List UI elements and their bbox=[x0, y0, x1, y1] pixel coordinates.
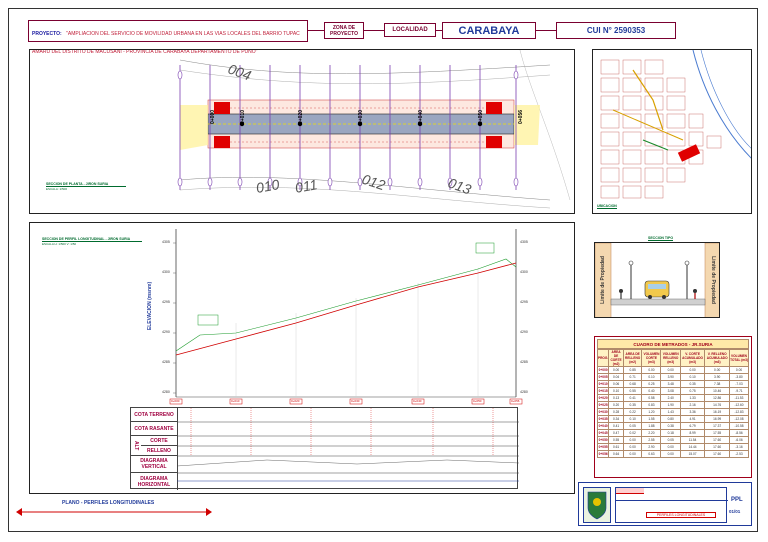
metrados-cell: 0.20 bbox=[609, 402, 624, 409]
metrados-cell: 0.00 bbox=[642, 367, 661, 374]
metrados-cell: 0.61 bbox=[609, 444, 624, 451]
metrados-cell: 0.55 bbox=[623, 388, 642, 395]
metrados-cell: 3.90 bbox=[661, 374, 680, 381]
metrados-row bbox=[598, 409, 749, 416]
metrados-cell: 11.54 bbox=[680, 437, 704, 444]
section-tipo-panel bbox=[594, 242, 720, 318]
metrados-cell: 0.00 bbox=[705, 367, 730, 374]
metrados-cell: 1.88 bbox=[642, 423, 661, 430]
metrados-cell: -8.56 bbox=[730, 430, 749, 437]
zona-proyecto-box bbox=[324, 22, 364, 39]
metrados-row bbox=[598, 374, 749, 381]
metrados-cell: 0.41 bbox=[609, 423, 624, 430]
metrados-row bbox=[598, 416, 749, 423]
header-connector-1 bbox=[308, 30, 324, 31]
metrados-cell: 0+020 bbox=[598, 396, 608, 400]
metrados-cell: 14.76 bbox=[705, 402, 730, 409]
title-block-grid bbox=[615, 487, 727, 523]
metrados-cell: 0.00 bbox=[609, 367, 624, 374]
profile-caption-sub: ESCALA H: 1/500 V: 1/50 bbox=[42, 242, 77, 246]
section-tipo-caption: SECCION TIPO bbox=[648, 236, 674, 240]
station-label: 0+020 bbox=[298, 109, 305, 125]
title-block-red-bar bbox=[616, 488, 644, 494]
metrados-cell: 0+056 bbox=[598, 452, 608, 456]
metrados-cell: 0.71 bbox=[623, 374, 642, 381]
station-tag: 0+056 bbox=[511, 399, 520, 403]
y-tick-label-right: 4280 bbox=[520, 390, 528, 394]
y-tick-label: 4300 bbox=[162, 270, 170, 274]
proyecto-text: "AMPLIACION DEL SERVICIO DE MOVILIDAD URBANA EN LAS VIAS LOCALES DEL BARRIO TUPAC AMARU DEL DISTRITO DE MACUSANI - PROVINCIA DE CARABAYA DEPARTAMENTO DE PUNO" bbox=[32, 31, 300, 55]
metrados-cell: 0.35 bbox=[680, 381, 704, 388]
profile-axis-label: ELEVACION (msnm) bbox=[147, 281, 154, 331]
plano-arrow bbox=[14, 507, 214, 517]
metrados-header-cell: VOLUMEN TOTAL (m3) bbox=[730, 350, 749, 367]
metrados-cell: 0.00 bbox=[730, 367, 749, 374]
metrados-cell: -12.83 bbox=[730, 409, 749, 416]
metrados-cell: 0.10 bbox=[609, 388, 624, 395]
metrados-cell: 1.55 bbox=[642, 416, 661, 423]
title-block bbox=[578, 482, 752, 526]
contour-label: 011 bbox=[293, 176, 319, 196]
metrados-cell: 0.10 bbox=[623, 416, 642, 423]
metrados-header-cell: VOLUMEN RELLENO (m3) bbox=[661, 350, 680, 367]
metrados-cell: 1.20 bbox=[642, 409, 661, 416]
metrados-cell: 17.60 bbox=[705, 444, 730, 451]
metrados-cell: 0.63 bbox=[642, 451, 661, 458]
contour-label: 010 bbox=[254, 176, 281, 196]
station-tag: 0+020 bbox=[291, 399, 300, 403]
metrados-cell: 0.35 bbox=[623, 402, 642, 409]
metrados-cell: 0.02 bbox=[623, 430, 642, 437]
metrados-row bbox=[598, 444, 749, 451]
y-tick-label: 4285 bbox=[162, 360, 170, 364]
title-block-text: PERFILES LONGITUDINALES bbox=[646, 512, 716, 518]
metrados-cell: 0.68 bbox=[623, 381, 642, 388]
metrados-cell: 3.36 bbox=[680, 409, 704, 416]
localidad-value-box bbox=[442, 22, 536, 39]
cui-box bbox=[556, 22, 676, 39]
header-connector-2 bbox=[364, 30, 384, 31]
metrados-cell: 0.00 bbox=[661, 367, 680, 374]
header-proyecto bbox=[28, 20, 308, 55]
metrados-cell: 0.58 bbox=[642, 395, 661, 402]
metrados-cell: 2.55 bbox=[642, 437, 661, 444]
metrados-cell: 0+010 bbox=[598, 382, 608, 386]
metrados-cell: 0.13 bbox=[609, 395, 624, 402]
metrados-cell: -10.58 bbox=[730, 423, 749, 430]
station-label: 0+040 bbox=[418, 109, 425, 125]
location-map-drawing bbox=[593, 50, 752, 214]
metrados-cell: 10.46 bbox=[705, 388, 730, 395]
metrados-cell: 8.99 bbox=[680, 430, 704, 437]
metrados-cell: 0.00 bbox=[661, 451, 680, 458]
metrados-header-cell: VOLUMEN CORTE (m3) bbox=[642, 350, 661, 367]
station-label: 0+056 bbox=[518, 109, 525, 125]
y-tick-label-right: 4300 bbox=[520, 270, 528, 274]
metrados-cell: 0+035 bbox=[598, 417, 608, 421]
y-tick-label: 4290 bbox=[162, 330, 170, 334]
sheet-code: PPL bbox=[731, 497, 743, 503]
section-left-label: Limite de Propiedad bbox=[599, 256, 606, 304]
metrados-cell: 0.04 bbox=[609, 374, 624, 381]
metrados-cell: -12.60 bbox=[730, 402, 749, 409]
metrados-row bbox=[598, 451, 749, 458]
metrados-cell: 0+005 bbox=[598, 375, 608, 379]
metrados-cell: 0.41 bbox=[623, 395, 642, 402]
plan-caption-sub: ESCALA: 1/500 bbox=[46, 187, 68, 191]
metrados-cell: -9.71 bbox=[730, 388, 749, 395]
metrados-cell: 14.44 bbox=[680, 444, 704, 451]
metrados-cell: -3.16 bbox=[730, 444, 749, 451]
station-label: 0+050 bbox=[478, 109, 485, 125]
row-corte: CORTE bbox=[141, 436, 177, 446]
row-diagrama-horizontal: DIAGRAMA HORIZONTAL bbox=[137, 475, 171, 488]
plano-label: PLANO - PERFILES LONGITUDINALES bbox=[62, 500, 155, 506]
profile-table-lines bbox=[177, 408, 519, 490]
row-diagrama-vertical: DIAGRAMA VERTICAL bbox=[131, 456, 177, 473]
plan-view-panel bbox=[29, 49, 575, 214]
station-label: 0+030 bbox=[358, 109, 365, 125]
station-tag: 0+050 bbox=[473, 399, 482, 403]
metrados-cell: 0.00 bbox=[623, 437, 642, 444]
metrados-cell: 0+045 bbox=[598, 431, 608, 435]
metrados-cell: 0+050 bbox=[598, 438, 608, 442]
metrados-cell: 0.28 bbox=[609, 409, 624, 416]
metrados-cell: -6.06 bbox=[730, 437, 749, 444]
sheet-number: 01/01 bbox=[729, 509, 741, 514]
metrados-header-cell: V. RELLENO ACUMULADO (m3) bbox=[705, 350, 730, 367]
metrados-cell: 0+030 bbox=[598, 410, 608, 414]
metrados-cell: 3.48 bbox=[661, 381, 680, 388]
station-label: 0+000 bbox=[210, 109, 217, 125]
metrados-cell: 3.08 bbox=[661, 388, 680, 395]
metrados-cell: 2.90 bbox=[642, 444, 661, 451]
metrados-cell: 0.00 bbox=[680, 367, 704, 374]
station-tag: 0+000 bbox=[171, 399, 180, 403]
y-tick-label-right: 4290 bbox=[520, 330, 528, 334]
metrados-cell: 0.38 bbox=[661, 423, 680, 430]
y-tick-label: 4280 bbox=[162, 390, 170, 394]
metrados-cell: -2.53 bbox=[730, 451, 749, 458]
station-tag: 0+040 bbox=[413, 399, 422, 403]
metrados-cell: 0.34 bbox=[609, 416, 624, 423]
metrados-title: CUADRO DE METRADOS - JR.SURIA bbox=[597, 339, 749, 349]
metrados-header-row bbox=[598, 350, 749, 367]
profile-caption-title: SECCION DE PERFIL LONGITUDINAL - JIRON SURIA bbox=[42, 237, 142, 242]
metrados-cell: -11.53 bbox=[730, 395, 749, 402]
proyecto-label: PROYECTO: bbox=[32, 31, 62, 37]
metrados-cell: 0+040 bbox=[598, 424, 608, 428]
row-cota-rasante: COTA RASANTE bbox=[131, 422, 177, 436]
y-tick-label-right: 4305 bbox=[520, 240, 528, 244]
metrados-cell: 0.25 bbox=[642, 381, 661, 388]
metrados-row bbox=[598, 395, 749, 402]
metrados-row bbox=[598, 367, 749, 374]
contour-label: 013 bbox=[445, 174, 474, 198]
metrados-cell: 0.40 bbox=[642, 388, 661, 395]
metrados-cell: 15.07 bbox=[680, 451, 704, 458]
plan-caption-title: SECCION DE PLANTA - JIRON SURIA bbox=[46, 182, 126, 187]
metrados-row bbox=[598, 430, 749, 437]
metrados-cell: 17.60 bbox=[705, 437, 730, 444]
localidad-label: LOCALIDAD bbox=[392, 27, 428, 33]
metrados-cell: 0+055 bbox=[598, 445, 608, 449]
plan-caption bbox=[46, 182, 126, 191]
metrados-cell: -3.80 bbox=[730, 374, 749, 381]
y-tick-label-right: 4285 bbox=[520, 360, 528, 364]
metrados-table bbox=[597, 349, 749, 458]
metrados-cell: 0.10 bbox=[642, 374, 661, 381]
metrados-cell: 0+000 bbox=[598, 368, 608, 372]
metrados-cell: 0.85 bbox=[623, 367, 642, 374]
metrados-row bbox=[598, 402, 749, 409]
metrados-cell: 0.83 bbox=[642, 402, 661, 409]
contour-label: 012 bbox=[360, 170, 388, 194]
metrados-cell: 2.20 bbox=[642, 430, 661, 437]
metrados-cell: 17.60 bbox=[705, 451, 730, 458]
metrados-cell: 2.16 bbox=[680, 402, 704, 409]
zona-label: ZONA DE PROYECTO bbox=[330, 24, 358, 37]
metrados-cell: 17.55 bbox=[705, 430, 730, 437]
metrados-header-cell: V. CORTE ACUMULADO (m3) bbox=[680, 350, 704, 367]
station-tag: 0+010 bbox=[231, 399, 240, 403]
row-cota-terreno: COTA TERRENO bbox=[131, 408, 177, 422]
metrados-cell: 1.90 bbox=[661, 402, 680, 409]
metrados-cell: 0.05 bbox=[623, 423, 642, 430]
metrados-cell: 0.75 bbox=[680, 388, 704, 395]
metrados-cell: 0.64 bbox=[609, 451, 624, 458]
metrados-header-cell: AREA DE CORTE (m2) bbox=[610, 350, 622, 366]
metrados-header-cell: PROG. bbox=[598, 350, 609, 367]
profile-panel bbox=[29, 222, 575, 494]
metrados-cell: 0.47 bbox=[609, 430, 624, 437]
metrados-cell: -12.08 bbox=[730, 416, 749, 423]
metrados-cell: 4.91 bbox=[680, 416, 704, 423]
y-tick-label: 4305 bbox=[162, 240, 170, 244]
metrados-cell: 0+025 bbox=[598, 403, 608, 407]
metrados-cell: 0.00 bbox=[623, 451, 642, 458]
y-tick-label: 4295 bbox=[162, 300, 170, 304]
metrados-cell: 12.86 bbox=[705, 395, 730, 402]
metrados-row bbox=[598, 437, 749, 444]
title-block-line bbox=[616, 500, 728, 501]
metrados-cell: 0+015 bbox=[598, 389, 608, 393]
metrados-cell: 7.38 bbox=[705, 381, 730, 388]
metrados-panel bbox=[594, 336, 752, 478]
station-tag: 0+030 bbox=[351, 399, 360, 403]
metrados-header-cell: AREA DE RELLENO (m2) bbox=[623, 350, 642, 367]
metrados-row bbox=[598, 423, 749, 430]
alt-label: ALT bbox=[131, 436, 141, 456]
location-caption: UBICACION bbox=[597, 204, 617, 208]
metrados-cell: 3.90 bbox=[705, 374, 730, 381]
metrados-cell: 17.37 bbox=[705, 423, 730, 430]
metrados-cell: 0.05 bbox=[661, 437, 680, 444]
section-right-label: Limite de Propiedad bbox=[709, 256, 716, 304]
metrados-cell: 0.10 bbox=[680, 374, 704, 381]
metrados-cell: 0.00 bbox=[661, 444, 680, 451]
row-relleno: RELLENO bbox=[141, 446, 177, 456]
localidad-value: CARABAYA bbox=[458, 24, 520, 37]
metrados-cell: 0.55 bbox=[609, 437, 624, 444]
metrados-row bbox=[598, 388, 749, 395]
metrados-cell: 0.00 bbox=[623, 444, 642, 451]
metrados-cell: 0.18 bbox=[661, 430, 680, 437]
localidad-box bbox=[384, 23, 436, 37]
metrados-cell: -7.03 bbox=[730, 381, 749, 388]
section-tipo-drawing bbox=[595, 243, 720, 318]
profile-data-table bbox=[130, 407, 518, 489]
metrados-cell: 0.80 bbox=[661, 416, 680, 423]
metrados-cell: 16.99 bbox=[705, 416, 730, 423]
metrados-cell: 2.40 bbox=[661, 395, 680, 402]
metrados-cell: 1.43 bbox=[661, 409, 680, 416]
municipal-seal-icon bbox=[583, 487, 611, 523]
metrados-cell: 0.06 bbox=[609, 381, 624, 388]
metrados-cell: 16.19 bbox=[705, 409, 730, 416]
station-label: 0+010 bbox=[240, 109, 247, 125]
metrados-row bbox=[598, 381, 749, 388]
cui-value: CUI N° 2590353 bbox=[586, 26, 646, 35]
location-map-panel bbox=[592, 49, 752, 214]
header-connector-4 bbox=[536, 30, 556, 31]
metrados-cell: 0.22 bbox=[623, 409, 642, 416]
metrados-cell: 6.79 bbox=[680, 423, 704, 430]
contour-label: 004 bbox=[225, 60, 254, 84]
metrados-cell: 1.33 bbox=[680, 395, 704, 402]
y-tick-label-right: 4295 bbox=[520, 300, 528, 304]
